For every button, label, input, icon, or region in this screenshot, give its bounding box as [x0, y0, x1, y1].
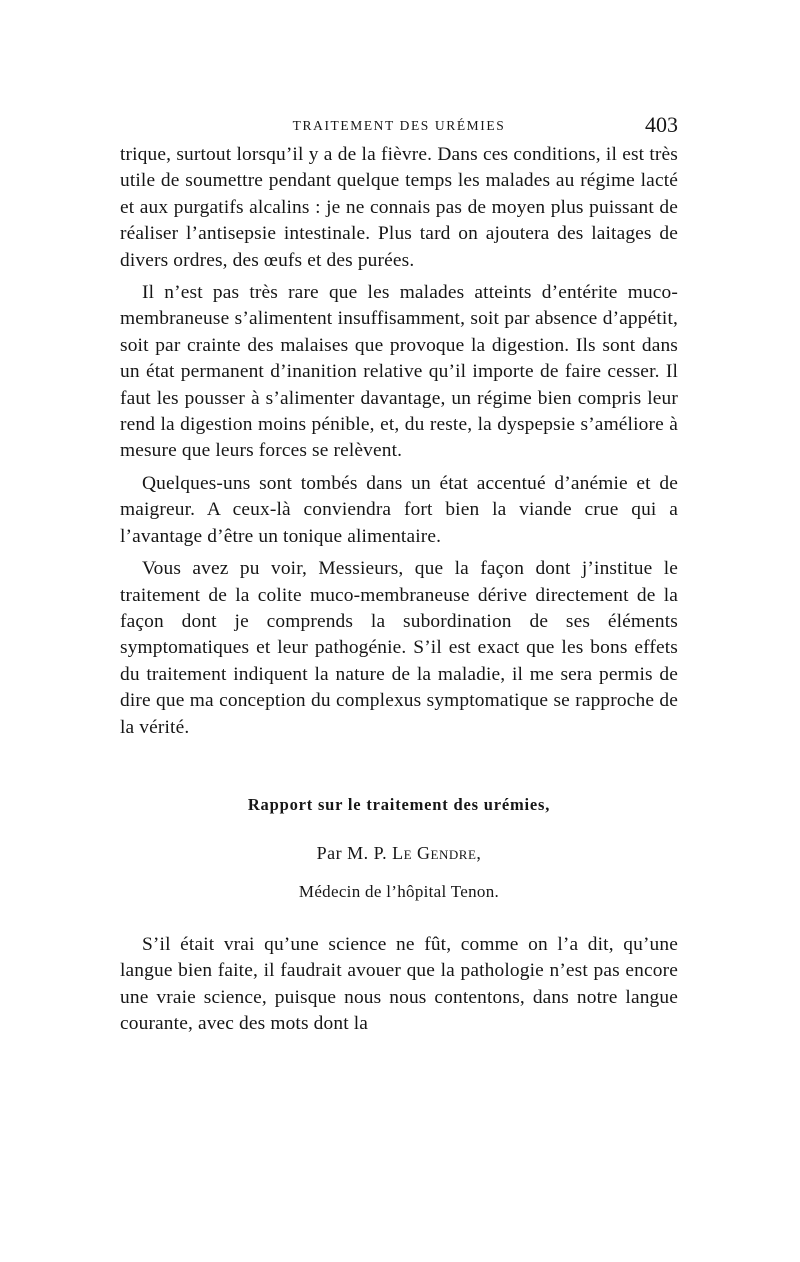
paragraph: Quelques-uns sont tombés dans un état accentué d’anémie et de maigreur. A ceux-là conviendra fort bien la viande crue qui a l’avantage d’être un tonique alimentaire. — [120, 472, 678, 547]
author-prefix: Par M. P. — [316, 842, 393, 863]
report-body — [120, 932, 678, 1038]
paragraph: Vous avez pu voir, Messieurs, que la façon dont j’institue le traitement de la colite muco-membraneuse dérive directement de la façon dont je comprends la subordination de ses éléments symptomatiques et leur pathogénie. S’il est exact que les bons effets du traitement indiquent la nature de la maladie, il me sera permis de dire que ma conception du complexus symptomatique se rapproche de la vérité. — [120, 558, 678, 738]
book-page — [120, 112, 678, 1038]
body-text — [120, 142, 678, 741]
paragraph: Il n’est pas très rare que les malades atteints d’entérite muco-membraneuse s’alimentent insuffisamment, soit par absence d’appétit, soit par crainte des malaises que provoque la digestion. Ils sont dans un état permanent d’inanition relative qu’il importe de faire cesser. Il faut les pousser à s’alimenter davantage, un régime bien compris leur rend la digestion moins pénible, et, du reste, la dyspepsie s’améliore à mesure que leurs forces se relèvent. — [120, 282, 678, 462]
paragraph: S’il était vrai qu’une science ne fût, comme on l’a dit, qu’une langue bien faite, il faudrait avouer que la pathologie n’est pas encore une vraie science, puisque nous nous contentons, dans notre langue courante, avec des mots dont la — [120, 933, 678, 1035]
running-title: TRAITEMENT DES URÉMIES — [292, 118, 506, 133]
author-affiliation: Médecin de l’hôpital Tenon. — [298, 881, 500, 901]
author-line — [120, 843, 678, 864]
paragraph: trique, surtout lorsqu’il y a de la fièvre. Dans ces conditions, il est très utile de soumettre pendant quelque temps les malades au régime lacté et aux purgatifs alcalins : je ne connais pas de moyen plus puissant de réaliser l’antisepsie intestinale. Plus tard on ajoutera des laitages de divers ordres, des œufs et des purées. — [120, 144, 678, 271]
section-title: Rapport sur le traitement des urémies, — [247, 794, 551, 814]
running-head — [120, 112, 678, 142]
author-name: Le Gendre, — [392, 842, 482, 863]
page-number: 403 — [645, 112, 678, 137]
